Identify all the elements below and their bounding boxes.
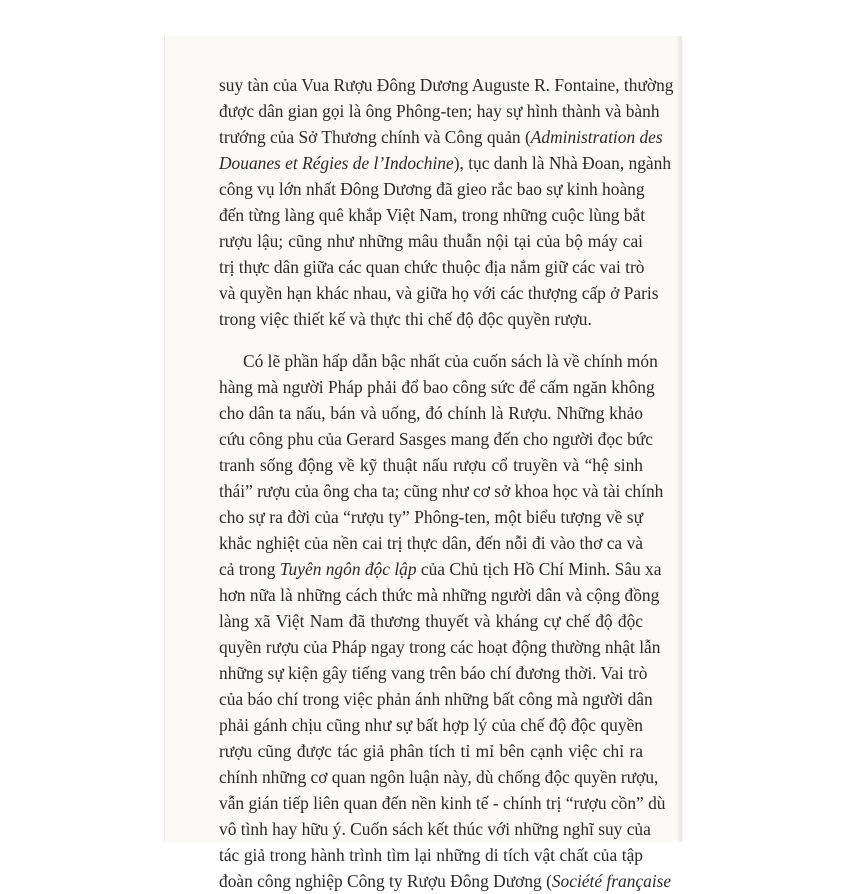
text-line [219,374,655,400]
text-line [219,254,643,280]
text-line [219,712,643,738]
text-run: vẫn gián tiếp liên quan đến nền kinh tế - chính trị “rượu cồn” dù [219,793,666,813]
text-run: cả trong [219,559,280,579]
text-line [219,280,659,306]
text-line [219,228,643,254]
italic-run: Administration des [530,127,663,147]
page-gutter-shadow [676,36,682,842]
paragraph [219,72,674,332]
text-run: và quyền hạn khác nhau, và giữa họ với các thượng cấp ở Paris [219,283,659,303]
italic-run: Société française [551,871,672,891]
text-run: cho dân ta nấu, bán và uống, đó chính là Rượu. Những khảo [219,403,643,423]
text-line [219,98,660,124]
text-line [219,634,661,660]
text-run: làng xã Việt Nam đã thương thuyết và kháng cự chế độ độc [219,611,643,631]
text-run: tranh sống động về kỹ thuật nấu rượu cổ truyền và “hệ sinh [219,455,643,475]
paragraph [219,348,672,894]
italic-run: Douanes et Régies de l’Indochine [219,153,454,173]
text-run: được dân gian gọi là ông Phông-ten; hay sự hình thành và bành [219,101,660,121]
text-line [219,452,643,478]
text-run: cho sự ra đời của “rượu ty” Phông-ten, một biểu tượng về sự [219,507,643,527]
text-run: trong việc thiết kế và thực thi chế độ độc quyền rượu. [219,309,592,329]
text-run: tác giả trong hành trình tìm lại những di tích vật chất của tập [219,845,643,865]
text-line [219,348,658,374]
text-run: những sự kiện gây tiếng vang trên báo chí đương thời. Vai trò [219,663,648,683]
text-run: vô tình hay hữu ý. Cuốn sách kết thúc với những nghĩ suy của [219,819,651,839]
paragraph-gap [219,332,643,348]
text-run: hơn nữa là những cách thức mà những người dân và cộng đồng [219,585,660,605]
text-run: của Chủ tịch Hồ Chí Minh. Sâu xa [416,559,662,579]
text-run: rượu cũng được tác giả phân tích tỉ mỉ bên cạnh việc chỉ ra [219,741,643,761]
text-run: quyền rượu của Pháp ngay trong các hoạt động thường nhật lẫn [219,637,661,657]
text-line [219,556,662,582]
text-run: khắc nghiệt của nền cai trị thực dân, đến nỗi đi vào thơ ca và [219,533,643,553]
italic-run: Tuyên ngôn độc lập [279,559,417,579]
text-line [219,686,653,712]
text-run: cứu công phu của Gerard Sasges mang đến cho người đọc bức [219,429,653,449]
text-line [219,306,643,332]
text-run: suy tàn của Vua Rượu Đông Dương Auguste R. Fontaine, thường [219,75,674,95]
text-line [219,764,659,790]
text-run: công vụ lớn nhất Đông Dương đã gieo rắc bao sự kinh hoàng [219,179,645,199]
text-run: Có lẽ phần hấp dẫn bậc nhất của cuốn sách là về chính món [243,351,658,371]
text-line [219,150,672,176]
text-run: trướng của Sở Thương chính và Công quản ( [219,127,531,147]
text-run: thái” rượu của ông cha ta; cũng như cơ sở khoa học và tài chính [219,481,664,501]
text-run: hàng mà người Pháp phải đổ bao công sức để cấm ngăn không [219,377,655,397]
text-line [219,608,643,634]
text-line [219,426,653,452]
text-line [219,72,674,98]
text-line [219,842,643,868]
text-run: chính những cơ quan ngôn luận này, dù chống độc quyền rượu, [219,767,659,787]
text-line [219,176,643,202]
text-run: đến từng làng quê khắp Việt Nam, trong những cuộc lùng bắt [219,205,646,225]
text-line [219,790,666,816]
text-run: phải gánh chịu cũng như sự bất hợp lý của chế độ độc quyền [219,715,643,735]
text-line [219,530,643,556]
text-line [219,400,643,426]
text-run: đoàn công nghiệp Công ty Rượu Đông Dương ( [219,871,552,891]
text-line [219,816,651,842]
text-run: trị thực dân giữa các quan chức thuộc địa nắm giữ các vai trò [219,257,645,277]
text-line [219,738,643,764]
text-line [219,582,660,608]
body-text [219,72,674,894]
text-line [219,124,663,150]
text-line [219,202,646,228]
text-line [219,478,664,504]
text-run: rượu lậu; cũng như những mâu thuẫn nội tại của bộ máy cai [219,231,643,251]
text-run: của báo chí trong việc phản ánh những bất công mà người dân [219,689,653,709]
text-run: ), tục danh là Nhà Đoan, ngành [453,153,672,173]
text-line [219,504,643,530]
text-line [219,868,672,894]
text-line [219,660,648,686]
